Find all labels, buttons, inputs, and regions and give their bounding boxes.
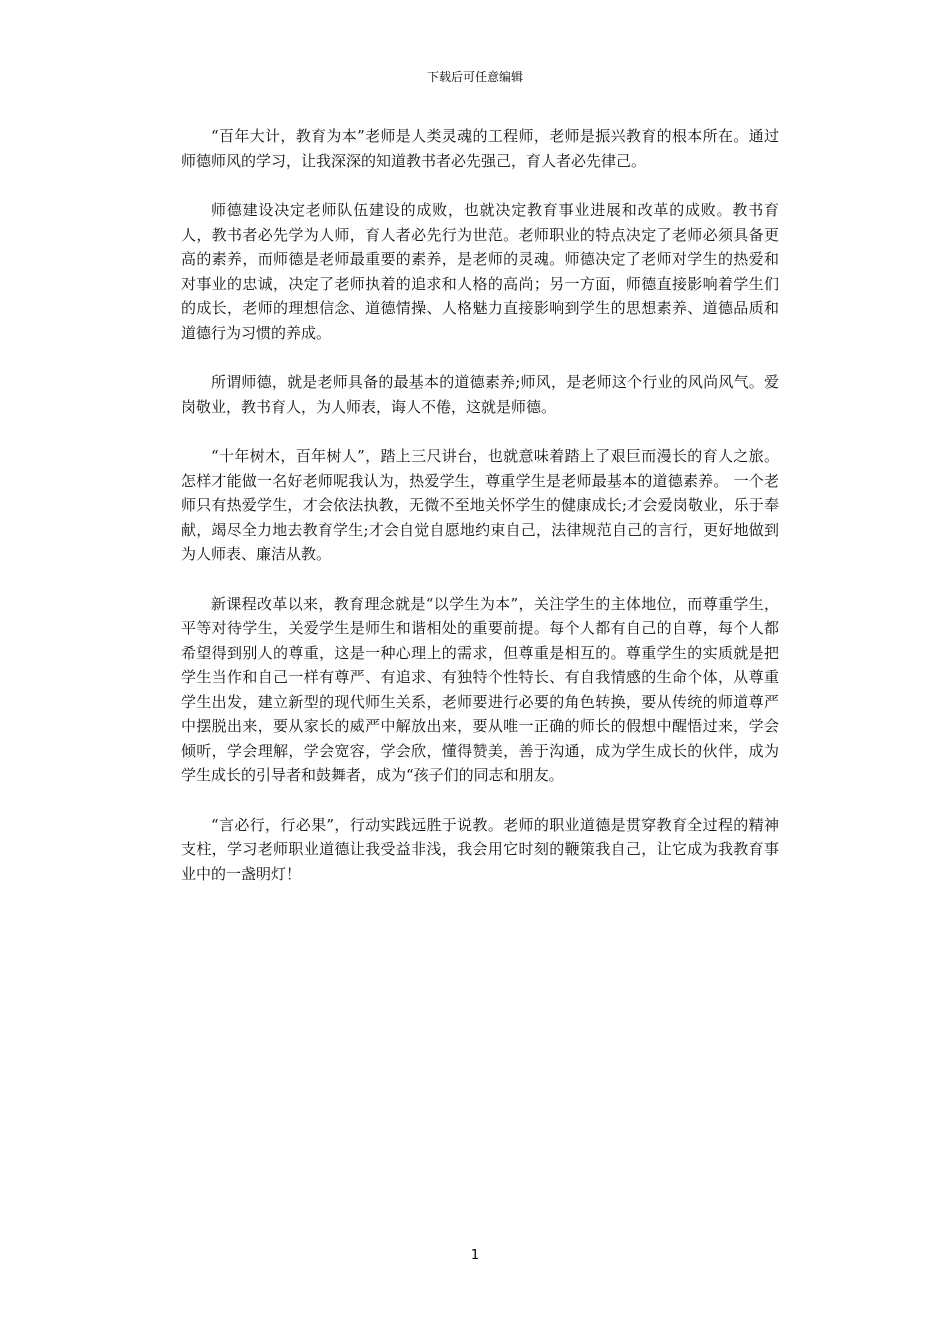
page-number: 1 — [470, 1248, 480, 1263]
document-body — [181, 124, 779, 911]
header-note: 下载后可任意编辑 — [426, 70, 523, 84]
paragraph-3: 所谓师德，就是老师具备的最基本的道德素养;师风，是老师这个行业的风尚风气。爱岗敬业，教书育人，为人师表，诲人不倦，这就是师德。 — [181, 373, 779, 416]
paragraph-5: 新课程改革以来，教育理念就是“以学生为本”，关注学生的主体地位，而尊重学生，平等对待学生，关爱学生是师生和谐相处的重要前提。每个人都有自己的自尊，每个人都希望得到别人的尊重，这是一种心理上的需求，但尊重是相互的。尊重学生的实质就是把学生当作和自己一样有尊严、有追求、有独特个性特长、有自我情感的生命个体，从尊重学生出发，建立新型的现代师生关系，老师要进行必要的角色转换，要从传统的师道尊严中摆脱出来，要从家长的威严中解放出来，要从唯一正确的师长的假想中醒悟过来，学会倾听，学会理解，学会宽容，学会欣，懂得赞美，善于沟通，成为学生成长的伙伴，成为学生成长的引导者和鼓舞者，成为“孩子们的同志和朋友。 — [181, 594, 779, 784]
paragraph-6: “言必行，行必果”，行动实践远胜于说教。老师的职业道德是贯穿教育全过程的精神支柱，学习老师职业道德让我受益非浅，我会用它时刻的鞭策我自己，让它成为我教育事业中的一盏明灯！ — [181, 815, 779, 883]
paragraph-4: “十年树木，百年树人”，踏上三尺讲台，也就意味着踏上了艰巨而漫长的育人之旅。怎样才能做一名好老师呢我认为，热爱学生，尊重学生是老师最基本的道德素养。 一个老师只有热爱学生，才会依法执教，无微不至地关怀学生的健康成长;才会爱岗敬业，乐于奉献，竭尽全力地去教育学生;才会自觉自愿地约束自己，法律规范自己的言行，更好地做到为人师表、廉洁从教。 — [181, 447, 779, 563]
paragraph-1: “百年大计，教育为本”老师是人类灵魂的工程师，老师是振兴教育的根本所在。通过师德师风的学习，让我深深的知道教书者必先强己，育人者必先律己。 — [181, 127, 779, 170]
paragraph-2: 师德建设决定老师队伍建设的成败，也就决定教育事业进展和改革的成败。教书育人，教书者必先学为人师，育人者必先行为世范。老师职业的特点决定了老师必须具备更高的素养，而师德是老师最重要的素养，是老师的灵魂。师德决定了老师对学生的热爱和对事业的忠诚，决定了老师执着的追求和人格的高尚；另一方面，师德直接影响着学生们的成长，老师的理想信念、道德情操、人格魅力直接影响到学生的思想素养、道德品质和道德行为习惯的养成。 — [181, 201, 779, 342]
